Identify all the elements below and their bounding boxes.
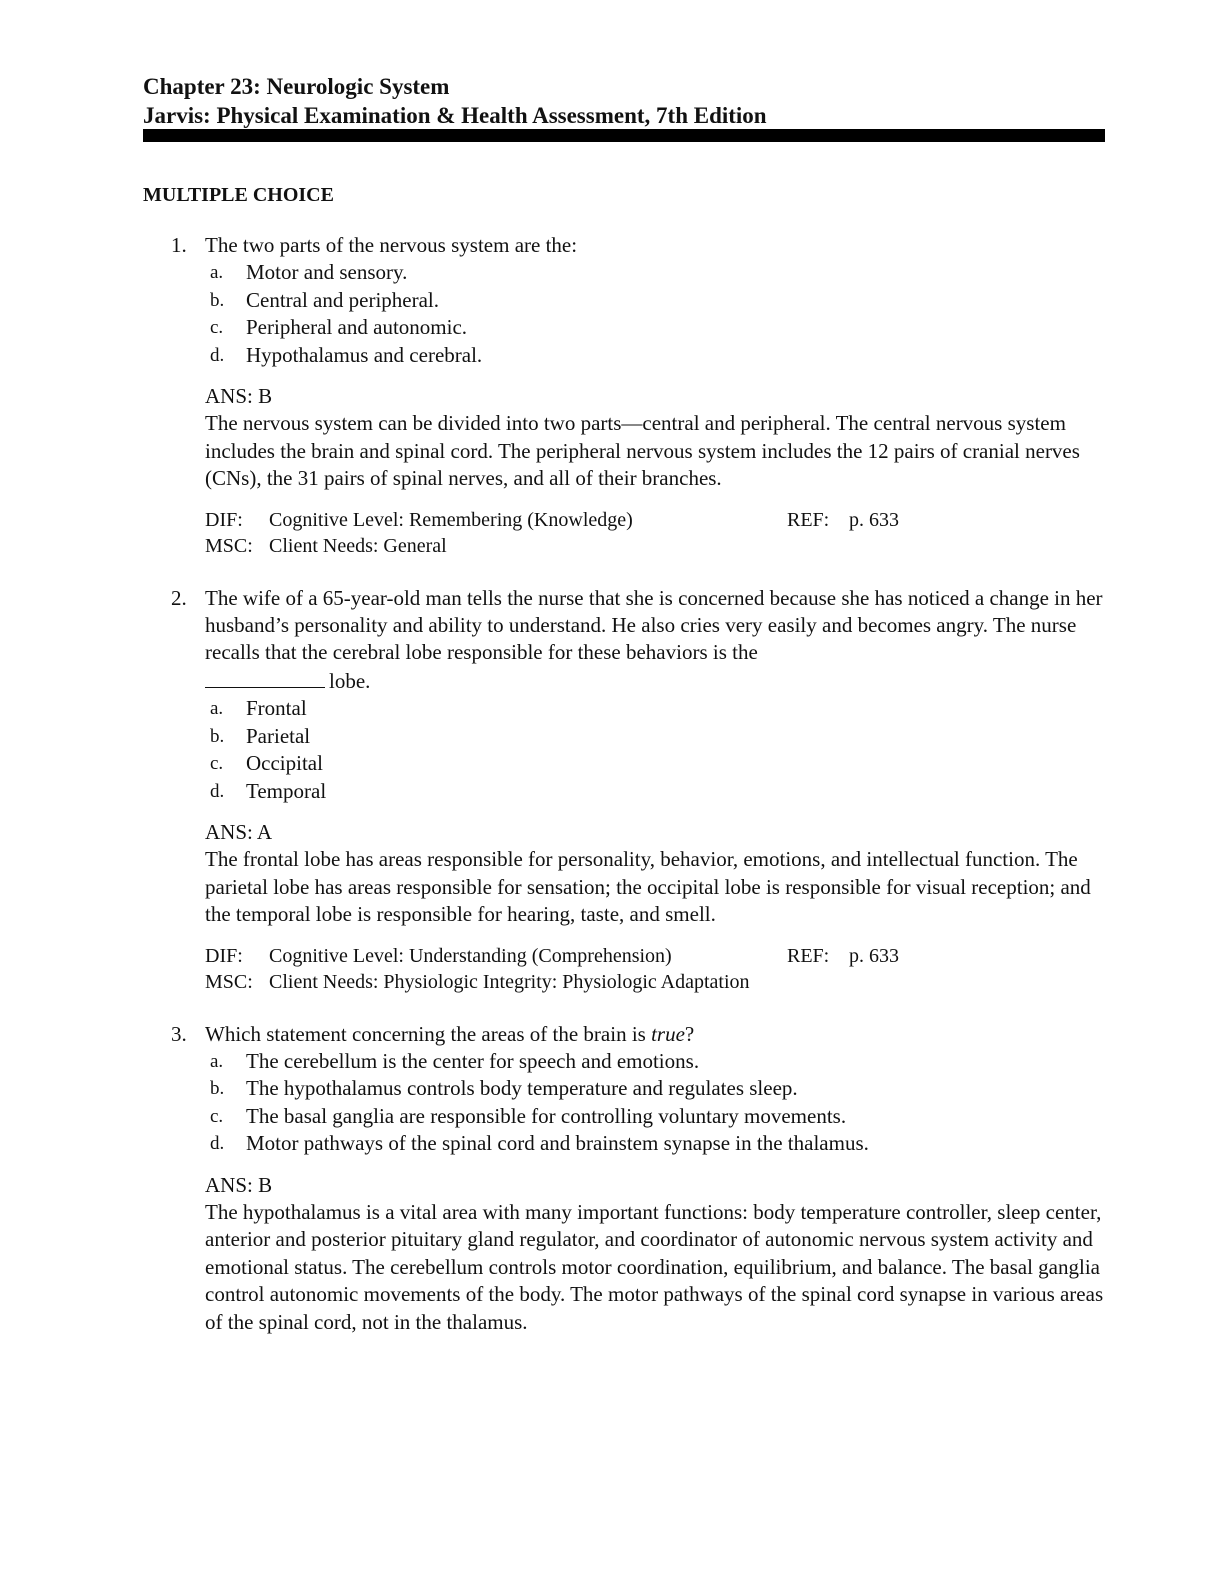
- option-text: Frontal: [246, 696, 307, 721]
- answer-block: [205, 383, 1105, 493]
- book-title: Jarvis: Physical Examination & Health Assessment, 7th Edition: [143, 103, 767, 128]
- question-stem: [205, 1021, 1105, 1048]
- answer-block: [205, 819, 1105, 929]
- option-b: [205, 1075, 1105, 1102]
- question-stem-end: ?: [684, 1021, 695, 1046]
- option-c: [205, 314, 1105, 341]
- option-letter: a.: [210, 698, 224, 720]
- rationale: The hypothalamus is a vital area with many important functions: body temperature controller, sleep center, anterior and posterior pituitary gland regulator, and coordinator of autonomic nervous system activity and emotional status. The cerebellum controls motor coordination, equilibrium, and balance. The basal ganglia control autonomic movements of the body. The motor pathways of the spinal cord synapse in various areas of the spinal cord, not in the thalamus.: [205, 1199, 1104, 1334]
- option-letter: b.: [210, 725, 225, 747]
- option-text: Motor and sensory.: [246, 260, 408, 285]
- option-letter: b.: [210, 289, 225, 311]
- question-number: 2.: [171, 585, 187, 610]
- chapter-title: Chapter 23: Neurologic System: [143, 74, 450, 99]
- option-text: Temporal: [246, 778, 327, 803]
- option-list: [205, 695, 1105, 805]
- option-letter: b.: [210, 1078, 225, 1100]
- ref-label: REF:: [787, 944, 830, 967]
- header-rule: [143, 129, 1105, 142]
- option-letter: a.: [210, 1050, 224, 1072]
- rationale: The frontal lobe has areas responsible for personality, behavior, emotions, and intellectual function. The parietal lobe has areas responsible for sensation; the occipital lobe is responsible for visual reception; and the temporal lobe is responsible for hearing, taste, and smell.: [205, 847, 1091, 927]
- option-d: [205, 342, 1105, 369]
- question-2: [143, 585, 1105, 995]
- option-a: [205, 1048, 1105, 1075]
- question-meta: [205, 507, 1105, 559]
- question-number: 3.: [171, 1021, 187, 1046]
- option-b: [205, 723, 1105, 750]
- option-text: Motor pathways of the spinal cord and brainstem synapse in the thalamus.: [246, 1131, 869, 1156]
- option-letter: d.: [210, 344, 225, 366]
- option-letter: c.: [210, 317, 224, 339]
- question-stem-start: Which statement concerning the areas of the brain is: [205, 1021, 652, 1046]
- question-meta: [205, 943, 1105, 995]
- question-3: [143, 1021, 1105, 1336]
- answer-key: ANS: B: [205, 384, 273, 409]
- rationale: The nervous system can be divided into two parts—central and peripheral. The central nervous system includes the brain and spinal cord. The peripheral nervous system includes the 12 pairs of cranial nerves (CNs), the 31 pairs of spinal nerves, and all of their branches.: [205, 411, 1080, 491]
- option-text: The cerebellum is the center for speech and emotions.: [246, 1048, 700, 1073]
- option-text: The basal ganglia are responsible for controlling voluntary movements.: [246, 1103, 847, 1128]
- answer-block: [205, 1172, 1105, 1336]
- option-c: [205, 750, 1105, 777]
- option-b: [205, 287, 1105, 314]
- option-a: [205, 259, 1105, 286]
- option-letter: a.: [210, 262, 224, 284]
- option-c: [205, 1103, 1105, 1130]
- dif-label: DIF:: [205, 508, 243, 531]
- option-text: Central and peripheral.: [246, 287, 439, 312]
- option-text: Parietal: [246, 723, 311, 748]
- question-stem-tail: lobe.: [329, 668, 371, 693]
- option-a: [205, 695, 1105, 722]
- msc-value: Client Needs: General: [269, 534, 447, 557]
- question-stem: The wife of a 65-year-old man tells the nurse that she is concerned because she has noticed a change in her husband’s personality and ability to understand. He also cries very easily and becomes angry. The nurse recalls that the cerebral lobe responsible for these behaviors is the: [205, 585, 1103, 665]
- option-text: The hypothalamus controls body temperature and regulates sleep.: [246, 1076, 798, 1101]
- fill-in-blank: [205, 667, 325, 688]
- option-list: [205, 1048, 1105, 1158]
- option-letter: d.: [210, 780, 225, 802]
- answer-key: ANS: A: [205, 819, 273, 844]
- msc-label: MSC:: [205, 534, 253, 557]
- option-list: [205, 259, 1105, 369]
- question-number: 1.: [171, 233, 187, 257]
- ref-value: p. 633: [849, 944, 899, 967]
- option-d: [205, 1130, 1105, 1157]
- option-letter: d.: [210, 1133, 225, 1155]
- option-d: [205, 778, 1105, 805]
- dif-label: DIF:: [205, 944, 243, 967]
- dif-value: Cognitive Level: Understanding (Comprehension): [269, 944, 672, 967]
- section-title: MULTIPLE CHOICE: [143, 184, 334, 206]
- option-text: Peripheral and autonomic.: [246, 315, 468, 340]
- question-stem: The two parts of the nervous system are the:: [205, 233, 578, 257]
- dif-value: Cognitive Level: Remembering (Knowledge): [269, 508, 633, 531]
- document-header: [143, 72, 1105, 130]
- question-1: [143, 232, 1105, 559]
- ref-value: p. 633: [849, 508, 899, 531]
- option-letter: c.: [210, 1105, 224, 1127]
- msc-value: Client Needs: Physiologic Integrity: Physiologic Adaptation: [269, 970, 750, 993]
- msc-label: MSC:: [205, 970, 253, 993]
- option-text: Occipital: [246, 751, 323, 776]
- option-letter: c.: [210, 753, 224, 775]
- option-text: Hypothalamus and cerebral.: [246, 342, 483, 367]
- ref-label: REF:: [787, 508, 830, 531]
- emphasized-word: true: [651, 1021, 685, 1046]
- question-list: [143, 232, 1105, 1362]
- answer-key: ANS: B: [205, 1172, 273, 1197]
